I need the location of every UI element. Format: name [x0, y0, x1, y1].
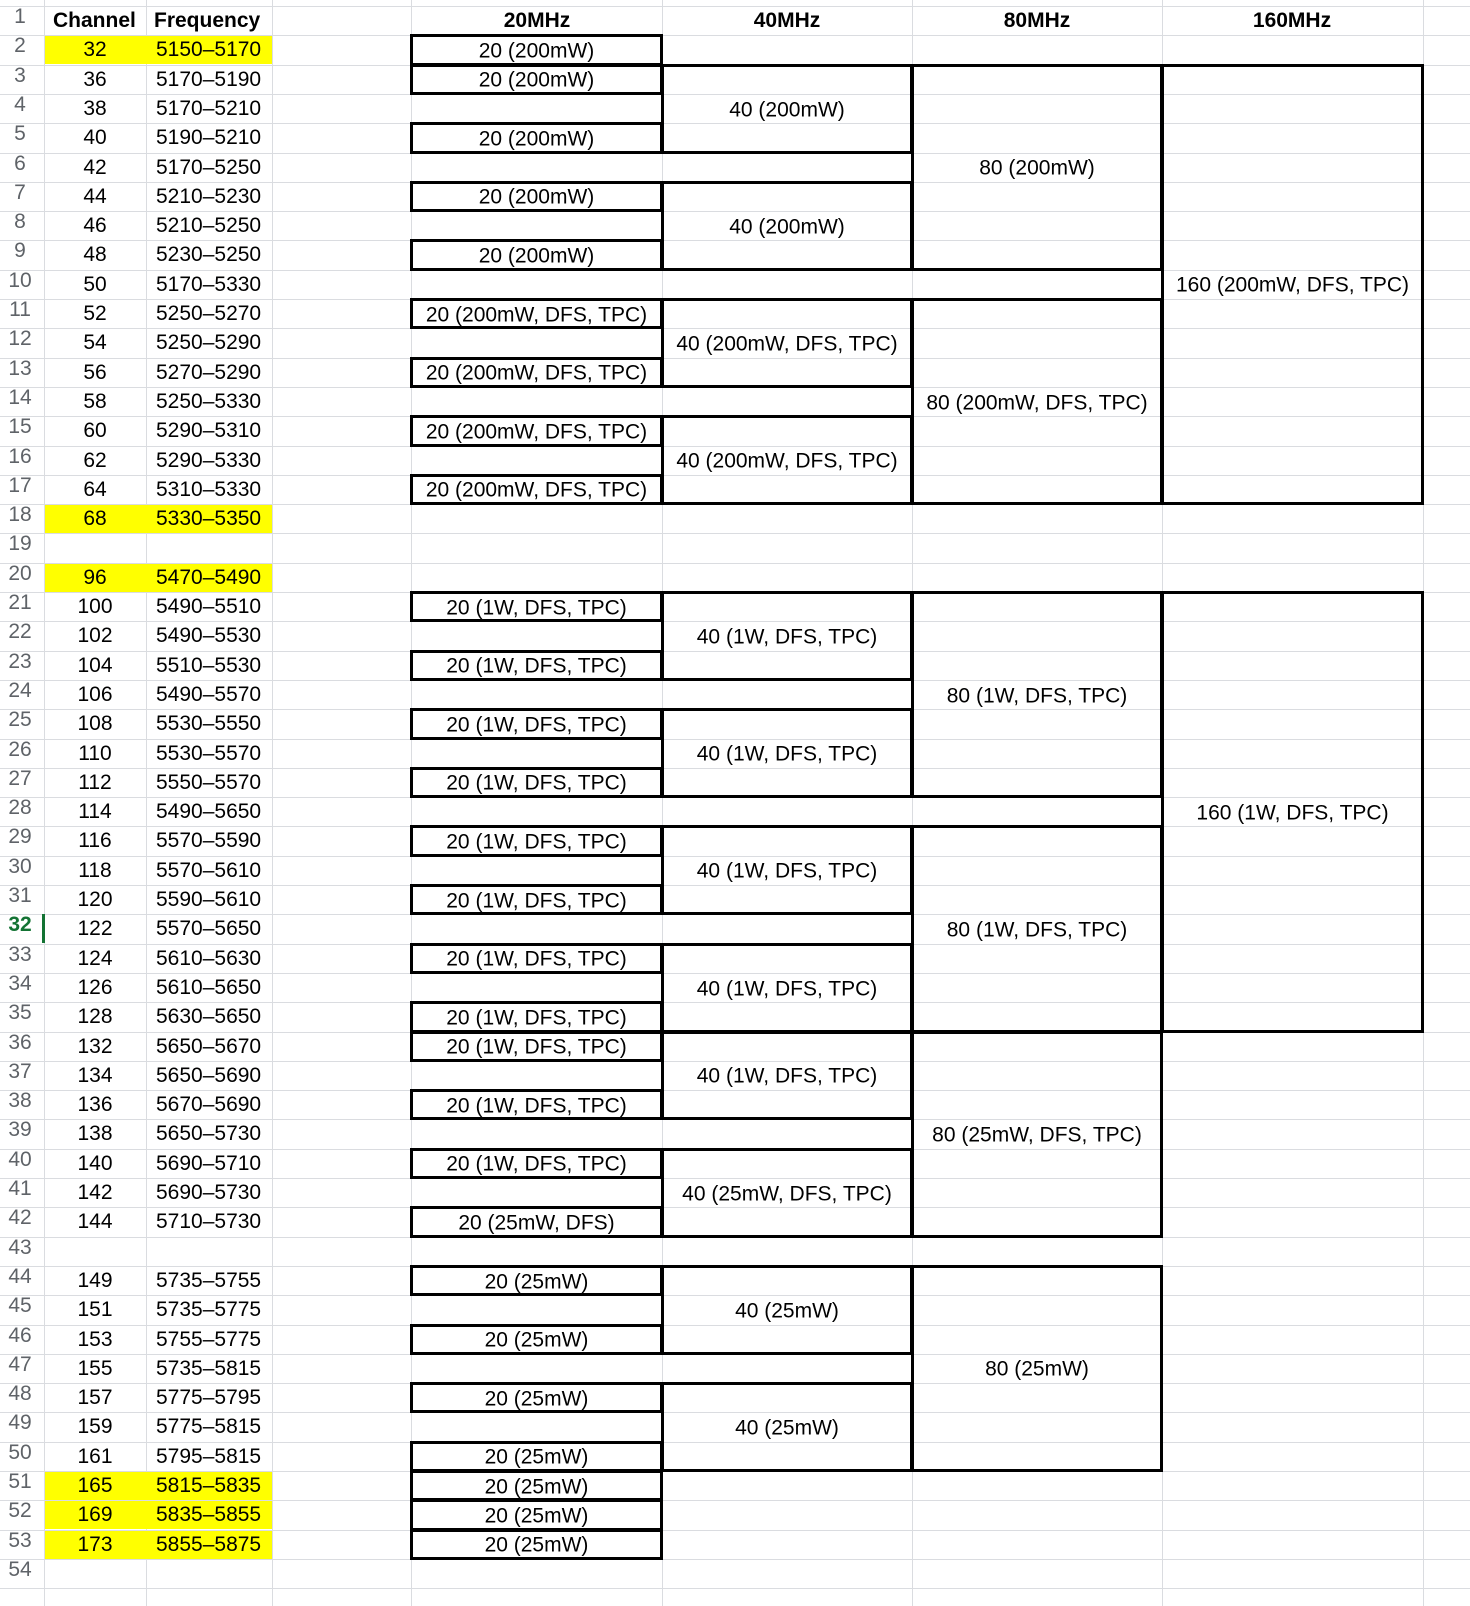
- allocation-label: 20 (1W, DFS, TPC): [446, 1094, 627, 1118]
- row-number[interactable]: 44: [8, 1264, 32, 1288]
- channel-cell[interactable]: 153: [77, 1327, 113, 1351]
- row-number[interactable]: 41: [8, 1177, 32, 1200]
- frequency-cell[interactable]: 5590–5610: [156, 888, 262, 911]
- frequency-cell[interactable]: 5230–5250: [156, 243, 262, 267]
- channel-cell[interactable]: 62: [83, 448, 107, 472]
- row-number[interactable]: 46: [8, 1323, 32, 1347]
- frequency-cell[interactable]: 5570–5610: [156, 858, 262, 882]
- channel-cell[interactable]: 38: [83, 96, 107, 120]
- channel-cell[interactable]: 116: [78, 829, 112, 853]
- allocation-label: 20 (1W, DFS, TPC): [446, 1035, 627, 1059]
- channel-cell[interactable]: 58: [83, 389, 107, 413]
- channel-cell[interactable]: 96: [83, 565, 107, 589]
- row-number[interactable]: 8: [14, 210, 26, 234]
- channel-cell[interactable]: 56: [83, 360, 107, 384]
- allocation-label: 20 (1W, DFS, TPC): [446, 1152, 627, 1176]
- allocation-label: 160 (200mW, DFS, TPC): [1175, 273, 1410, 297]
- column-header-channel[interactable]: Channel: [53, 9, 136, 32]
- allocation-label: 40 (1W, DFS, TPC): [696, 1064, 878, 1088]
- row-number[interactable]: 14: [8, 385, 32, 409]
- channel-cell[interactable]: 50: [83, 272, 107, 296]
- allocation-label: 20 (200mW, DFS, TPC): [425, 361, 648, 385]
- allocation-label: 160 (1W, DFS, TPC): [1196, 801, 1389, 825]
- frequency-cell[interactable]: 5650–5670: [156, 1034, 262, 1058]
- allocation-label: 40 (1W, DFS, TPC): [696, 859, 878, 883]
- frequency-cell[interactable]: 5650–5690: [156, 1063, 262, 1087]
- channel-cell[interactable]: 138: [77, 1122, 113, 1146]
- frequency-cell[interactable]: 5170–5190: [156, 67, 262, 91]
- allocation-label: 20 (25mW): [484, 1533, 589, 1557]
- allocation-label: 40 (25mW, DFS, TPC): [682, 1182, 892, 1206]
- frequency-cell[interactable]: 5570–5590: [156, 829, 262, 853]
- row-number[interactable]: 5: [14, 122, 26, 146]
- channel-cell[interactable]: 36: [83, 67, 107, 91]
- frequency-cell[interactable]: 5690–5710: [156, 1151, 262, 1175]
- row-number[interactable]: 2: [14, 34, 26, 58]
- row-number[interactable]: 43: [8, 1235, 32, 1259]
- row-number[interactable]: 26: [8, 737, 32, 761]
- grid-row-line: [0, 533, 1470, 534]
- row-number[interactable]: 31: [8, 884, 32, 907]
- active-row-indicator: [42, 914, 45, 943]
- frequency-cell[interactable]: 5490–5510: [156, 595, 262, 618]
- channel-cell[interactable]: 40: [83, 126, 107, 150]
- channel-cell[interactable]: 118: [78, 858, 112, 882]
- row-number[interactable]: 16: [8, 444, 32, 468]
- allocation-label: 20 (200mW): [478, 244, 595, 268]
- frequency-cell[interactable]: 5610–5630: [156, 946, 262, 970]
- row-number[interactable]: 24: [8, 678, 32, 702]
- frequency-cell[interactable]: 5290–5310: [156, 419, 262, 443]
- allocation-label: 20 (200mW, DFS, TPC): [425, 420, 648, 444]
- frequency-cell[interactable]: 5670–5690: [156, 1093, 262, 1117]
- row-number[interactable]: 3: [14, 63, 26, 87]
- frequency-cell[interactable]: 5490–5650: [156, 800, 262, 824]
- frequency-cell[interactable]: 5210–5230: [156, 184, 262, 208]
- frequency-cell[interactable]: 5290–5330: [156, 448, 262, 472]
- channel-cell[interactable]: 132: [77, 1034, 113, 1058]
- row-number[interactable]: 15: [8, 415, 32, 439]
- allocation-label: 20 (1W, DFS, TPC): [446, 713, 627, 737]
- frequency-cell[interactable]: 5775–5815: [156, 1415, 262, 1439]
- frequency-cell[interactable]: 5510–5530: [156, 653, 262, 677]
- row-number[interactable]: 18: [8, 503, 32, 527]
- allocation-label: 20 (25mW): [484, 1475, 589, 1499]
- frequency-cell[interactable]: 5570–5650: [156, 917, 262, 941]
- row-number[interactable]: 7: [14, 180, 26, 204]
- channel-cell[interactable]: 32: [83, 38, 107, 62]
- row-number[interactable]: 23: [8, 649, 32, 673]
- channel-cell[interactable]: 124: [77, 946, 113, 970]
- frequency-cell[interactable]: 5150–5170: [156, 38, 262, 62]
- frequency-cell[interactable]: 5170–5330: [156, 272, 262, 296]
- allocation-label: 80 (200mW): [979, 156, 1095, 180]
- channel-cell[interactable]: 155: [77, 1356, 113, 1380]
- row-number[interactable]: 38: [8, 1089, 32, 1113]
- allocation-label: 80 (1W, DFS, TPC): [946, 918, 1128, 942]
- channel-cell[interactable]: 68: [83, 507, 107, 531]
- channel-cell[interactable]: 112: [78, 770, 112, 794]
- channel-cell[interactable]: 46: [83, 214, 107, 238]
- grid-row-line: [0, 1559, 1470, 1560]
- row-number[interactable]: 47: [8, 1352, 32, 1376]
- frequency-cell[interactable]: 5250–5270: [156, 302, 262, 325]
- row-number[interactable]: 30: [8, 854, 32, 878]
- allocation-label: 20 (200mW, DFS, TPC): [425, 303, 648, 327]
- row-number[interactable]: 27: [8, 766, 32, 790]
- channel-cell[interactable]: 157: [77, 1386, 113, 1410]
- frequency-cell[interactable]: 5755–5775: [156, 1327, 262, 1351]
- channel-cell[interactable]: 100: [77, 595, 113, 618]
- frequency-cell[interactable]: 5310–5330: [156, 477, 262, 501]
- row-number[interactable]: 33: [8, 942, 32, 966]
- frequency-cell[interactable]: 5490–5530: [156, 624, 262, 648]
- channel-cell[interactable]: 122: [77, 917, 113, 941]
- channel-cell[interactable]: 60: [83, 419, 107, 443]
- allocation-label: 20 (1W, DFS, TPC): [446, 654, 627, 678]
- channel-cell[interactable]: 54: [83, 331, 107, 355]
- row-number[interactable]: 22: [8, 620, 32, 644]
- row-number[interactable]: 29: [8, 825, 32, 849]
- channel-cell[interactable]: 134: [77, 1063, 113, 1087]
- allocation-label: 20 (200mW, DFS, TPC): [425, 478, 648, 502]
- frequency-cell[interactable]: 5650–5730: [156, 1122, 262, 1146]
- channel-cell[interactable]: 48: [83, 243, 107, 267]
- row-number[interactable]: 25: [8, 708, 32, 732]
- channel-cell[interactable]: 106: [77, 682, 113, 706]
- allocation-label: 20 (200mW): [478, 185, 595, 209]
- allocation-label: 20 (200mW): [478, 68, 595, 92]
- channel-cell[interactable]: 140: [77, 1151, 113, 1175]
- row-number[interactable]: 17: [8, 473, 32, 497]
- grid-column-line: [44, 0, 45, 1606]
- channel-cell[interactable]: 44: [83, 184, 107, 208]
- channel-cell[interactable]: 104: [77, 653, 113, 677]
- allocation-label: 40 (1W, DFS, TPC): [696, 625, 878, 649]
- allocation-label: 20 (25mW): [484, 1387, 589, 1411]
- allocation-label: 80 (1W, DFS, TPC): [946, 684, 1128, 708]
- allocation-label: 40 (200mW, DFS, TPC): [676, 332, 898, 356]
- column-header-w20[interactable]: 20MHz: [503, 9, 571, 32]
- row-number[interactable]: 51: [8, 1470, 32, 1493]
- row-number[interactable]: 45: [8, 1294, 32, 1318]
- row-number[interactable]: 21: [8, 591, 32, 614]
- channel-cell[interactable]: 161: [77, 1444, 113, 1468]
- row-number[interactable]: 20: [8, 561, 32, 585]
- allocation-label: 40 (25mW): [735, 1299, 839, 1323]
- frequency-cell[interactable]: 5795–5815: [156, 1444, 262, 1468]
- allocation-label: 20 (1W, DFS, TPC): [446, 596, 627, 620]
- row-number[interactable]: 34: [8, 971, 32, 995]
- row-number[interactable]: 10: [8, 268, 32, 292]
- row-number[interactable]: 42: [8, 1206, 32, 1230]
- row-number[interactable]: 11: [9, 298, 31, 321]
- channel-cell[interactable]: 64: [83, 477, 107, 501]
- frequency-cell[interactable]: 5490–5570: [156, 682, 262, 706]
- frequency-cell[interactable]: 5710–5730: [156, 1210, 262, 1234]
- grid-column-line: [146, 0, 147, 1606]
- frequency-cell[interactable]: 5630–5650: [156, 1005, 262, 1029]
- row-number[interactable]: 12: [8, 327, 32, 351]
- row-number[interactable]: 35: [8, 1001, 32, 1025]
- channel-cell[interactable]: 126: [77, 975, 113, 999]
- allocation-label: 20 (25mW): [484, 1270, 589, 1294]
- allocation-label: 20 (25mW): [484, 1504, 589, 1528]
- frequency-cell[interactable]: 5775–5795: [156, 1386, 262, 1410]
- frequency-cell[interactable]: 5170–5250: [156, 155, 262, 179]
- allocation-label: 40 (1W, DFS, TPC): [696, 977, 878, 1001]
- frequency-cell[interactable]: 5735–5775: [156, 1298, 262, 1322]
- column-header-frequency[interactable]: Frequency: [154, 9, 261, 32]
- allocation-label: 20 (1W, DFS, TPC): [446, 947, 627, 971]
- allocation-label: 20 (200mW): [478, 39, 595, 63]
- allocation-label: 80 (200mW, DFS, TPC): [926, 391, 1148, 415]
- channel-cell[interactable]: 136: [77, 1093, 113, 1117]
- row-number[interactable]: 1: [14, 5, 26, 28]
- allocation-label: 20 (25mW): [484, 1328, 589, 1352]
- allocation-label: 20 (1W, DFS, TPC): [446, 771, 627, 795]
- row-number[interactable]: 36: [8, 1030, 32, 1054]
- channel-cell[interactable]: 110: [78, 741, 112, 765]
- frequency-cell[interactable]: 5690–5730: [156, 1181, 262, 1204]
- channel-cell[interactable]: 120: [77, 888, 113, 911]
- channel-cell[interactable]: 114: [78, 800, 112, 824]
- channel-cell[interactable]: 151: [77, 1298, 113, 1322]
- channel-cell[interactable]: 159: [77, 1415, 113, 1439]
- allocation-label: 20 (1W, DFS, TPC): [446, 830, 627, 854]
- frequency-cell[interactable]: 5530–5570: [156, 741, 262, 765]
- channel-cell[interactable]: 173: [77, 1532, 113, 1556]
- grid-column-line: [272, 0, 273, 1606]
- frequency-cell[interactable]: 5330–5350: [156, 507, 262, 531]
- row-number[interactable]: 49: [8, 1411, 32, 1435]
- row-number[interactable]: 52: [8, 1499, 32, 1523]
- row-number[interactable]: 19: [8, 532, 32, 556]
- frequency-cell[interactable]: 5270–5290: [156, 360, 262, 384]
- allocation-label: 40 (1W, DFS, TPC): [696, 742, 878, 766]
- channel-cell[interactable]: 142: [77, 1181, 113, 1204]
- frequency-cell[interactable]: 5835–5855: [156, 1503, 262, 1527]
- channel-cell[interactable]: 52: [83, 302, 107, 325]
- frequency-cell[interactable]: 5610–5650: [156, 975, 262, 999]
- frequency-cell[interactable]: 5815–5835: [156, 1474, 262, 1497]
- channel-cell[interactable]: 149: [77, 1268, 113, 1292]
- column-header-w160[interactable]: 160MHz: [1252, 9, 1332, 32]
- frequency-cell[interactable]: 5470–5490: [156, 565, 262, 589]
- frequency-cell[interactable]: 5550–5570: [156, 770, 262, 794]
- allocation-label: 20 (1W, DFS, TPC): [446, 1006, 627, 1030]
- frequency-cell[interactable]: 5735–5815: [156, 1356, 262, 1380]
- row-number[interactable]: 39: [8, 1118, 32, 1142]
- allocation-label: 20 (25mW): [484, 1445, 589, 1469]
- channel-cell[interactable]: 165: [77, 1474, 113, 1497]
- row-number[interactable]: 6: [14, 151, 26, 175]
- allocation-label: 40 (25mW): [735, 1416, 839, 1440]
- row-number[interactable]: 40: [8, 1147, 32, 1171]
- channel-cell[interactable]: 128: [77, 1005, 113, 1029]
- frequency-cell[interactable]: 5190–5210: [156, 126, 262, 150]
- channel-cell[interactable]: 144: [77, 1210, 113, 1234]
- allocation-label: 80 (25mW, DFS, TPC): [932, 1123, 1142, 1147]
- allocation-label: 40 (200mW): [729, 215, 845, 239]
- channel-cell[interactable]: 108: [77, 712, 113, 736]
- frequency-cell[interactable]: 5530–5550: [156, 712, 262, 736]
- frequency-cell[interactable]: 5170–5210: [156, 96, 262, 120]
- allocation-label: 20 (200mW): [478, 127, 595, 151]
- frequency-cell[interactable]: 5250–5290: [156, 331, 262, 355]
- row-number[interactable]: 53: [8, 1528, 32, 1552]
- allocation-label: 20 (1W, DFS, TPC): [446, 889, 627, 913]
- row-number[interactable]: 4: [14, 92, 26, 116]
- row-number[interactable]: 28: [8, 796, 32, 820]
- row-number[interactable]: 13: [8, 356, 32, 380]
- allocation-label: 40 (200mW, DFS, TPC): [676, 449, 898, 473]
- row-number[interactable]: 50: [8, 1440, 32, 1464]
- frequency-cell[interactable]: 5735–5755: [156, 1268, 262, 1292]
- row-number[interactable]: 9: [14, 239, 26, 263]
- frequency-cell[interactable]: 5250–5330: [156, 389, 262, 413]
- column-header-w40[interactable]: 40MHz: [753, 9, 821, 32]
- channel-cell[interactable]: 102: [77, 624, 113, 648]
- allocation-label: 80 (25mW): [985, 1357, 1089, 1381]
- row-number[interactable]: 48: [8, 1382, 32, 1406]
- grid-row-line: [0, 1588, 1470, 1589]
- row-number[interactable]: 54: [8, 1557, 32, 1581]
- allocation-label: 20 (25mW, DFS): [458, 1211, 615, 1235]
- allocation-label: 40 (200mW): [729, 98, 845, 122]
- frequency-cell[interactable]: 5855–5875: [156, 1532, 262, 1556]
- column-header-w80[interactable]: 80MHz: [1003, 9, 1071, 32]
- row-number[interactable]: 32: [8, 913, 32, 937]
- frequency-cell[interactable]: 5210–5250: [156, 214, 262, 238]
- channel-cell[interactable]: 42: [83, 155, 107, 179]
- row-number[interactable]: 37: [8, 1059, 32, 1083]
- channel-cell[interactable]: 169: [77, 1503, 113, 1527]
